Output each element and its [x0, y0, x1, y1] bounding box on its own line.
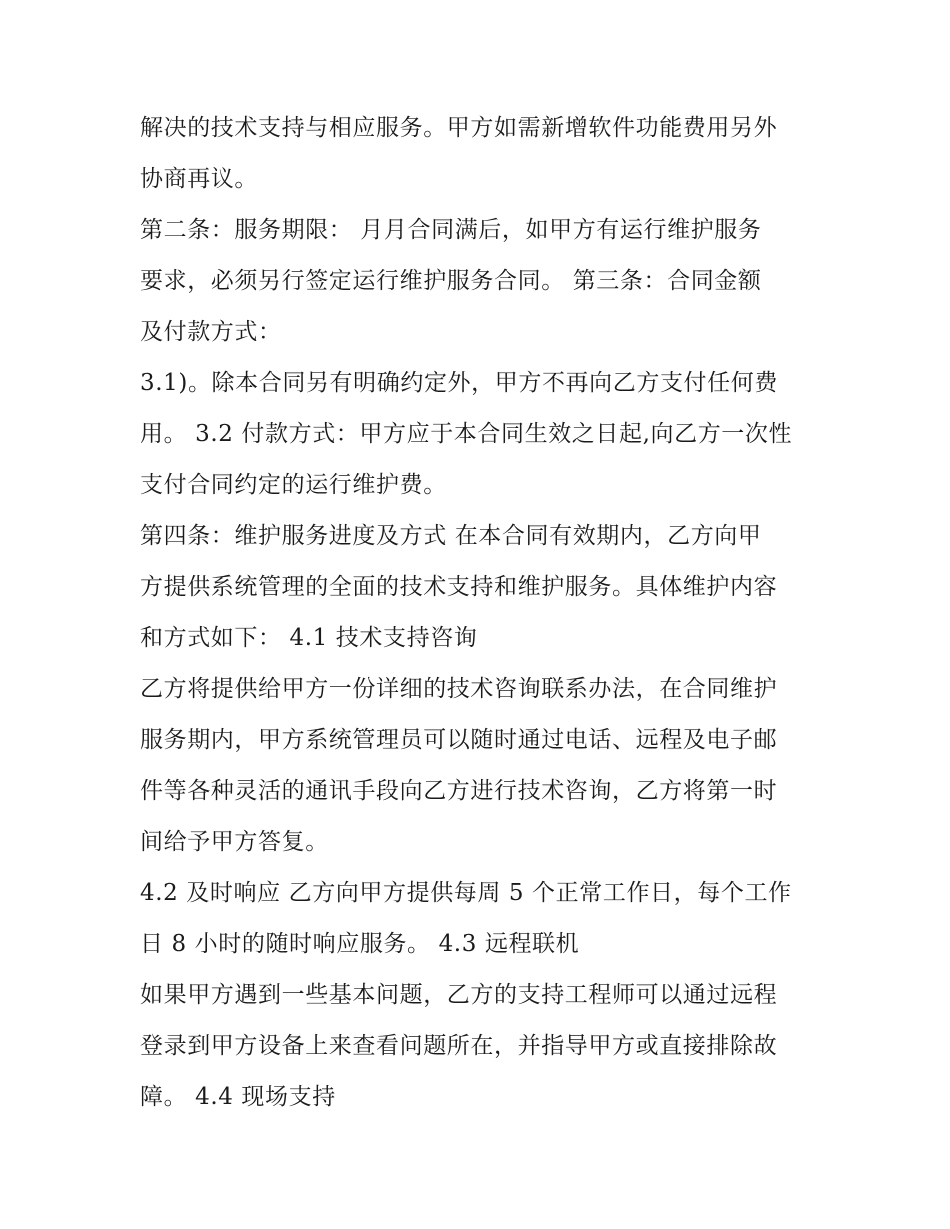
text-line: 服务期内，甲方系统管理员可以随时通过电话、远程及电子邮	[140, 727, 778, 753]
text-line: 障。 4.4 现场支持	[140, 1084, 336, 1110]
text-line: 协商再议。	[140, 166, 258, 192]
text-line: 及付款方式：	[140, 319, 282, 345]
text-line: 件等各种灵活的通讯手段向乙方进行技术咨询，乙方将第一时	[140, 778, 778, 804]
text-line: 支付合同约定的运行维护费。	[140, 472, 447, 498]
text-line: 要求，必须另行签定运行维护服务合同。 第三条：合同金额	[140, 268, 762, 294]
text-line: 日 8 小时的随时响应服务。 4.3 远程联机	[140, 931, 580, 957]
text-line: 和方式如下： 4.1 技术支持咨询	[140, 625, 478, 651]
text-line: 用。 3.2 付款方式：甲方应于本合同生效之日起,向乙方一次性	[140, 421, 793, 447]
text-line: 乙方将提供给甲方一份详细的技术咨询联系办法，在合同维护	[140, 676, 778, 702]
text-line: 间给予甲方答复。	[140, 829, 329, 855]
text-line: 3.1)。除本合同另有明确约定外，甲方不再向乙方支付任何费	[140, 370, 778, 396]
text-line: 第四条：维护服务进度及方式 在本合同有效期内，乙方向甲	[140, 523, 762, 549]
text-line: 第二条：服务期限： 月月合同满后，如甲方有运行维护服务	[140, 217, 762, 243]
text-line: 方提供系统管理的全面的技术支持和维护服务。具体维护内容	[140, 574, 778, 600]
text-line: 解决的技术支持与相应服务。甲方如需新增软件功能费用另外	[140, 115, 778, 141]
document-body	[140, 103, 820, 1123]
text-line: 登录到甲方设备上来查看问题所在，并指导甲方或直接排除故	[140, 1033, 778, 1059]
text-line: 4.2 及时响应 乙方向甲方提供每周 5 个正常工作日，每个工作	[140, 880, 792, 906]
text-line: 如果甲方遇到一些基本问题，乙方的支持工程师可以通过远程	[140, 982, 778, 1008]
